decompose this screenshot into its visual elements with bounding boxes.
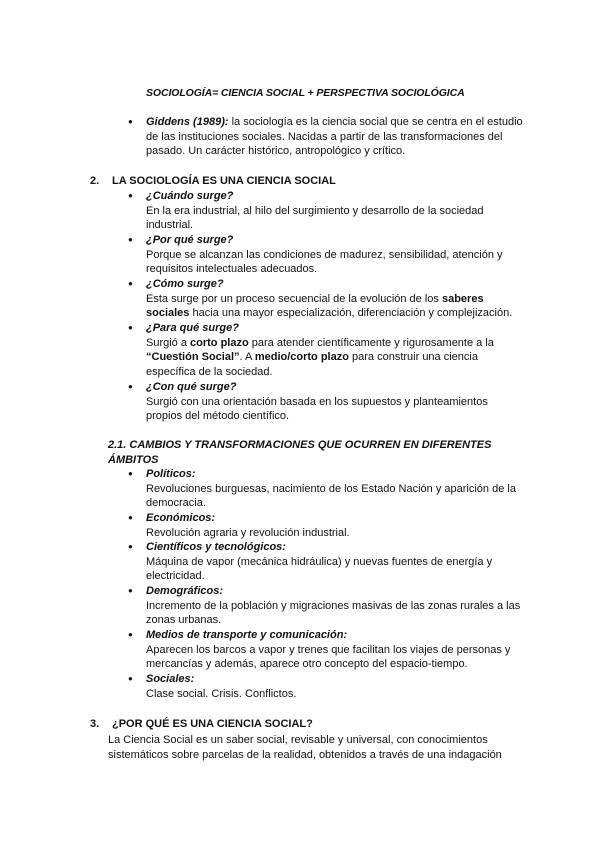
section-3-heading: [90, 717, 313, 732]
list-item: [146, 672, 526, 701]
bullet: ●: [128, 469, 133, 478]
bullet: ●: [128, 323, 133, 332]
bullet: ●: [128, 674, 133, 683]
section-3-title: ¿POR QUÉ ES UNA CIENCIA SOCIAL?: [112, 718, 313, 730]
list-item: [146, 380, 526, 424]
list-item: [146, 628, 526, 672]
category: Medios de transporte y comunicación:: [146, 629, 348, 641]
answer: Surgió a corto plazo para atender científicamente y rigurosamente a la “Cuestión Social”. A medio/corto plazo para construir una ciencia específica de la sociedad.: [146, 336, 494, 378]
question: ¿Cómo surge?: [146, 278, 224, 290]
bullet: ●: [128, 586, 133, 595]
bullet: ●: [128, 382, 133, 391]
section-2-1-heading: 2.1. CAMBIOS Y TRANSFORMACIONES QUE OCURREN EN DIFERENTES ÁMBITOS: [108, 439, 492, 466]
list-item: [146, 233, 526, 277]
list-item: [146, 467, 526, 511]
answer: Esta surge por un proceso secuencial de la evolución de los saberes sociales hacia una mayor especialización, diferenciación y complejización.: [146, 292, 513, 319]
description: Clase social. Crisis. Conflictos.: [146, 687, 297, 700]
bullet: ●: [128, 279, 133, 288]
list-item: [146, 540, 526, 584]
category: Científicos y tecnológicos:: [146, 541, 286, 553]
section-3-paragraph: La Ciencia Social es un saber social, revisable y universal, con conocimientos sistemáticos sobre parcelas de la realidad, obtenidos a través de una indagación: [108, 734, 502, 761]
bullet: ●: [128, 235, 133, 244]
list-item: [146, 277, 526, 321]
intro-paragraph: [146, 115, 536, 159]
bullet: ●: [128, 191, 133, 200]
section-3-number: 3.: [90, 718, 100, 730]
question: ¿Cuándo surge?: [146, 190, 234, 202]
answer: Porque se alcanzan las condiciones de madurez, sensibilidad, atención y requisitos intelectuales adecuados.: [146, 248, 503, 275]
intro-text: la sociología es la ciencia social que se centra en el estudio de las instituciones sociales. Nacidas a partir de las transformaciones del pasado. Un carácter histórico, antropológico y crítico.: [146, 116, 523, 157]
bullet: ●: [128, 630, 133, 639]
list-item: [146, 189, 526, 233]
category: Económicos:: [146, 512, 216, 524]
description: Revoluciones burguesas, nacimiento de los Estado Nación y aparición de la democracia.: [146, 482, 516, 509]
list-item: [146, 584, 526, 628]
list-item: [146, 321, 526, 379]
category: Demográficos:: [146, 585, 224, 597]
description: Aparecen los barcos a vapor y trenes que facilitan los viajes de personas y mercancías y además, aparece otro concepto del espacio-tiempo.: [146, 643, 511, 670]
question: ¿Por qué surge?: [146, 234, 234, 246]
category: Sociales:: [146, 673, 195, 685]
page-title: SOCIOLOGÍA= CIENCIA SOCIAL + PERSPECTIVA SOCIOLÓGICA: [146, 87, 465, 99]
description: Revolución agraria y revolución industrial.: [146, 526, 350, 539]
intro-author: Giddens (1989):: [146, 116, 229, 128]
section-2-number: 2.: [90, 175, 100, 187]
answer: En la era industrial, al hilo del surgimiento y desarrollo de la sociedad industrial.: [146, 204, 484, 231]
question: ¿Con qué surge?: [146, 381, 237, 393]
category: Políticos:: [146, 468, 196, 480]
bullet: ●: [128, 513, 133, 522]
list-item: [146, 511, 526, 540]
question: ¿Para qué surge?: [146, 322, 239, 334]
description: Máquina de vapor (mecánica hidráulica) y nuevas fuentes de energía y electricidad.: [146, 555, 493, 582]
bullet: ●: [128, 542, 133, 551]
section-2-heading: [90, 174, 336, 189]
bullet: ●: [128, 117, 133, 126]
section-2-title: LA SOCIOLOGÍA ES UNA CIENCIA SOCIAL: [112, 175, 336, 187]
answer: Surgió con una orientación basada en los supuestos y planteamientos propios del método científico.: [146, 395, 488, 422]
description: Incremento de la población y migraciones masivas de las zonas rurales a las zonas urbanas.: [146, 599, 521, 626]
